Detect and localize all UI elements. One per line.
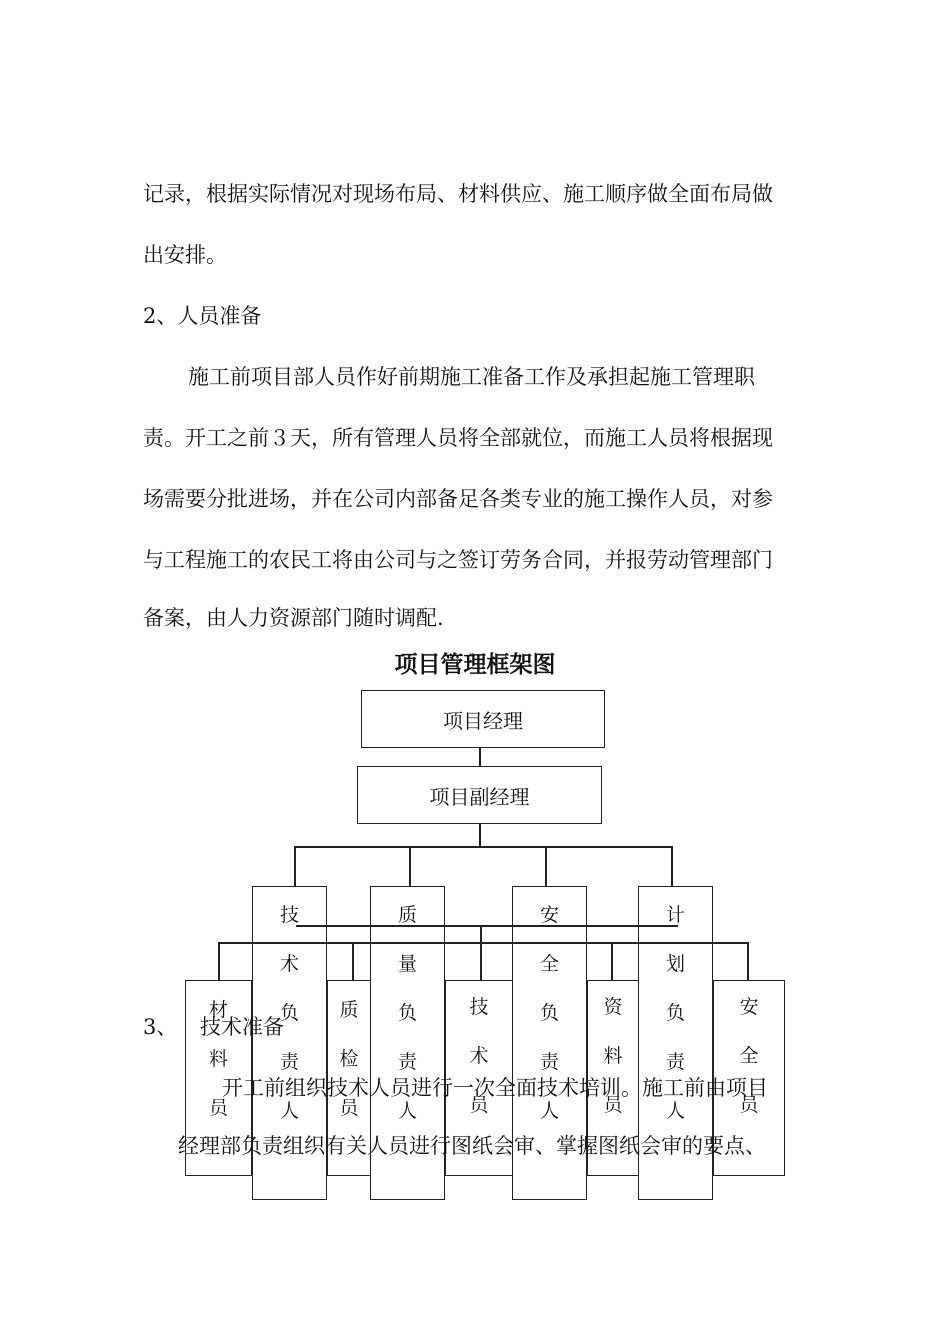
connector bbox=[296, 925, 678, 927]
box-planning-head: 计 划 负 责 人 bbox=[638, 886, 713, 1200]
box-project-manager: 项目经理 bbox=[361, 690, 605, 748]
box-technician: 技 术 员 bbox=[445, 980, 513, 1176]
connector bbox=[480, 942, 482, 980]
connector bbox=[218, 942, 220, 980]
section-heading: 2、人员准备 bbox=[143, 304, 262, 328]
box-technical-head: 技 术 负 责 人 bbox=[252, 886, 327, 1200]
paragraph-line: 施工前项目部人员作好前期施工准备工作及承担起施工管理职 bbox=[188, 365, 755, 389]
box-material-staff: 材 料 员 bbox=[185, 980, 252, 1176]
connector bbox=[352, 942, 354, 980]
paragraph-line: 开工前组织技术人员进行一次全面技术培训。施工前由项目 bbox=[222, 1076, 768, 1100]
section-heading-number: 3、 bbox=[143, 1015, 178, 1039]
connector bbox=[294, 846, 672, 848]
connector bbox=[409, 846, 411, 886]
connector bbox=[294, 846, 296, 886]
connector bbox=[479, 824, 481, 846]
connector bbox=[545, 846, 547, 886]
paragraph-line: 出安排。 bbox=[143, 243, 227, 267]
box-quality-head: 质 量 负 责 人 bbox=[370, 886, 445, 1200]
connector bbox=[479, 748, 481, 766]
paragraph-line: 记录，根据实际情况对现场布局、材料供应、施工顺序做全面布局做 bbox=[143, 182, 773, 206]
connector bbox=[671, 846, 673, 886]
box-deputy-manager: 项目副经理 bbox=[357, 766, 602, 824]
paragraph-line: 经理部负责组织有关人员进行图纸会审、掌握图纸会审的要点、 bbox=[178, 1134, 766, 1158]
box-safety-staff: 安 全 员 bbox=[713, 980, 785, 1176]
box-safety-head: 安 全 负 责 人 bbox=[512, 886, 587, 1200]
section-heading: 技术准备 bbox=[200, 1015, 284, 1039]
box-quality-inspector: 质 检 员 bbox=[327, 980, 371, 1176]
connector bbox=[480, 926, 482, 942]
paragraph-line: 备案，由人力资源部门随时调配. bbox=[143, 606, 444, 630]
paragraph-line: 责。开工之前３天，所有管理人员将全部就位，而施工人员将根据现 bbox=[143, 426, 773, 450]
connector bbox=[747, 942, 749, 980]
box-document-staff: 资 料 员 bbox=[587, 980, 639, 1176]
connector bbox=[611, 942, 613, 980]
paragraph-line: 场需要分批进场，并在公司内部备足各类专业的施工操作人员，对参 bbox=[143, 487, 773, 511]
org-chart-title: 项目管理框架图 bbox=[394, 652, 556, 678]
paragraph-line: 与工程施工的农民工将由公司与之签订劳务合同，并报劳动管理部门 bbox=[143, 548, 773, 572]
